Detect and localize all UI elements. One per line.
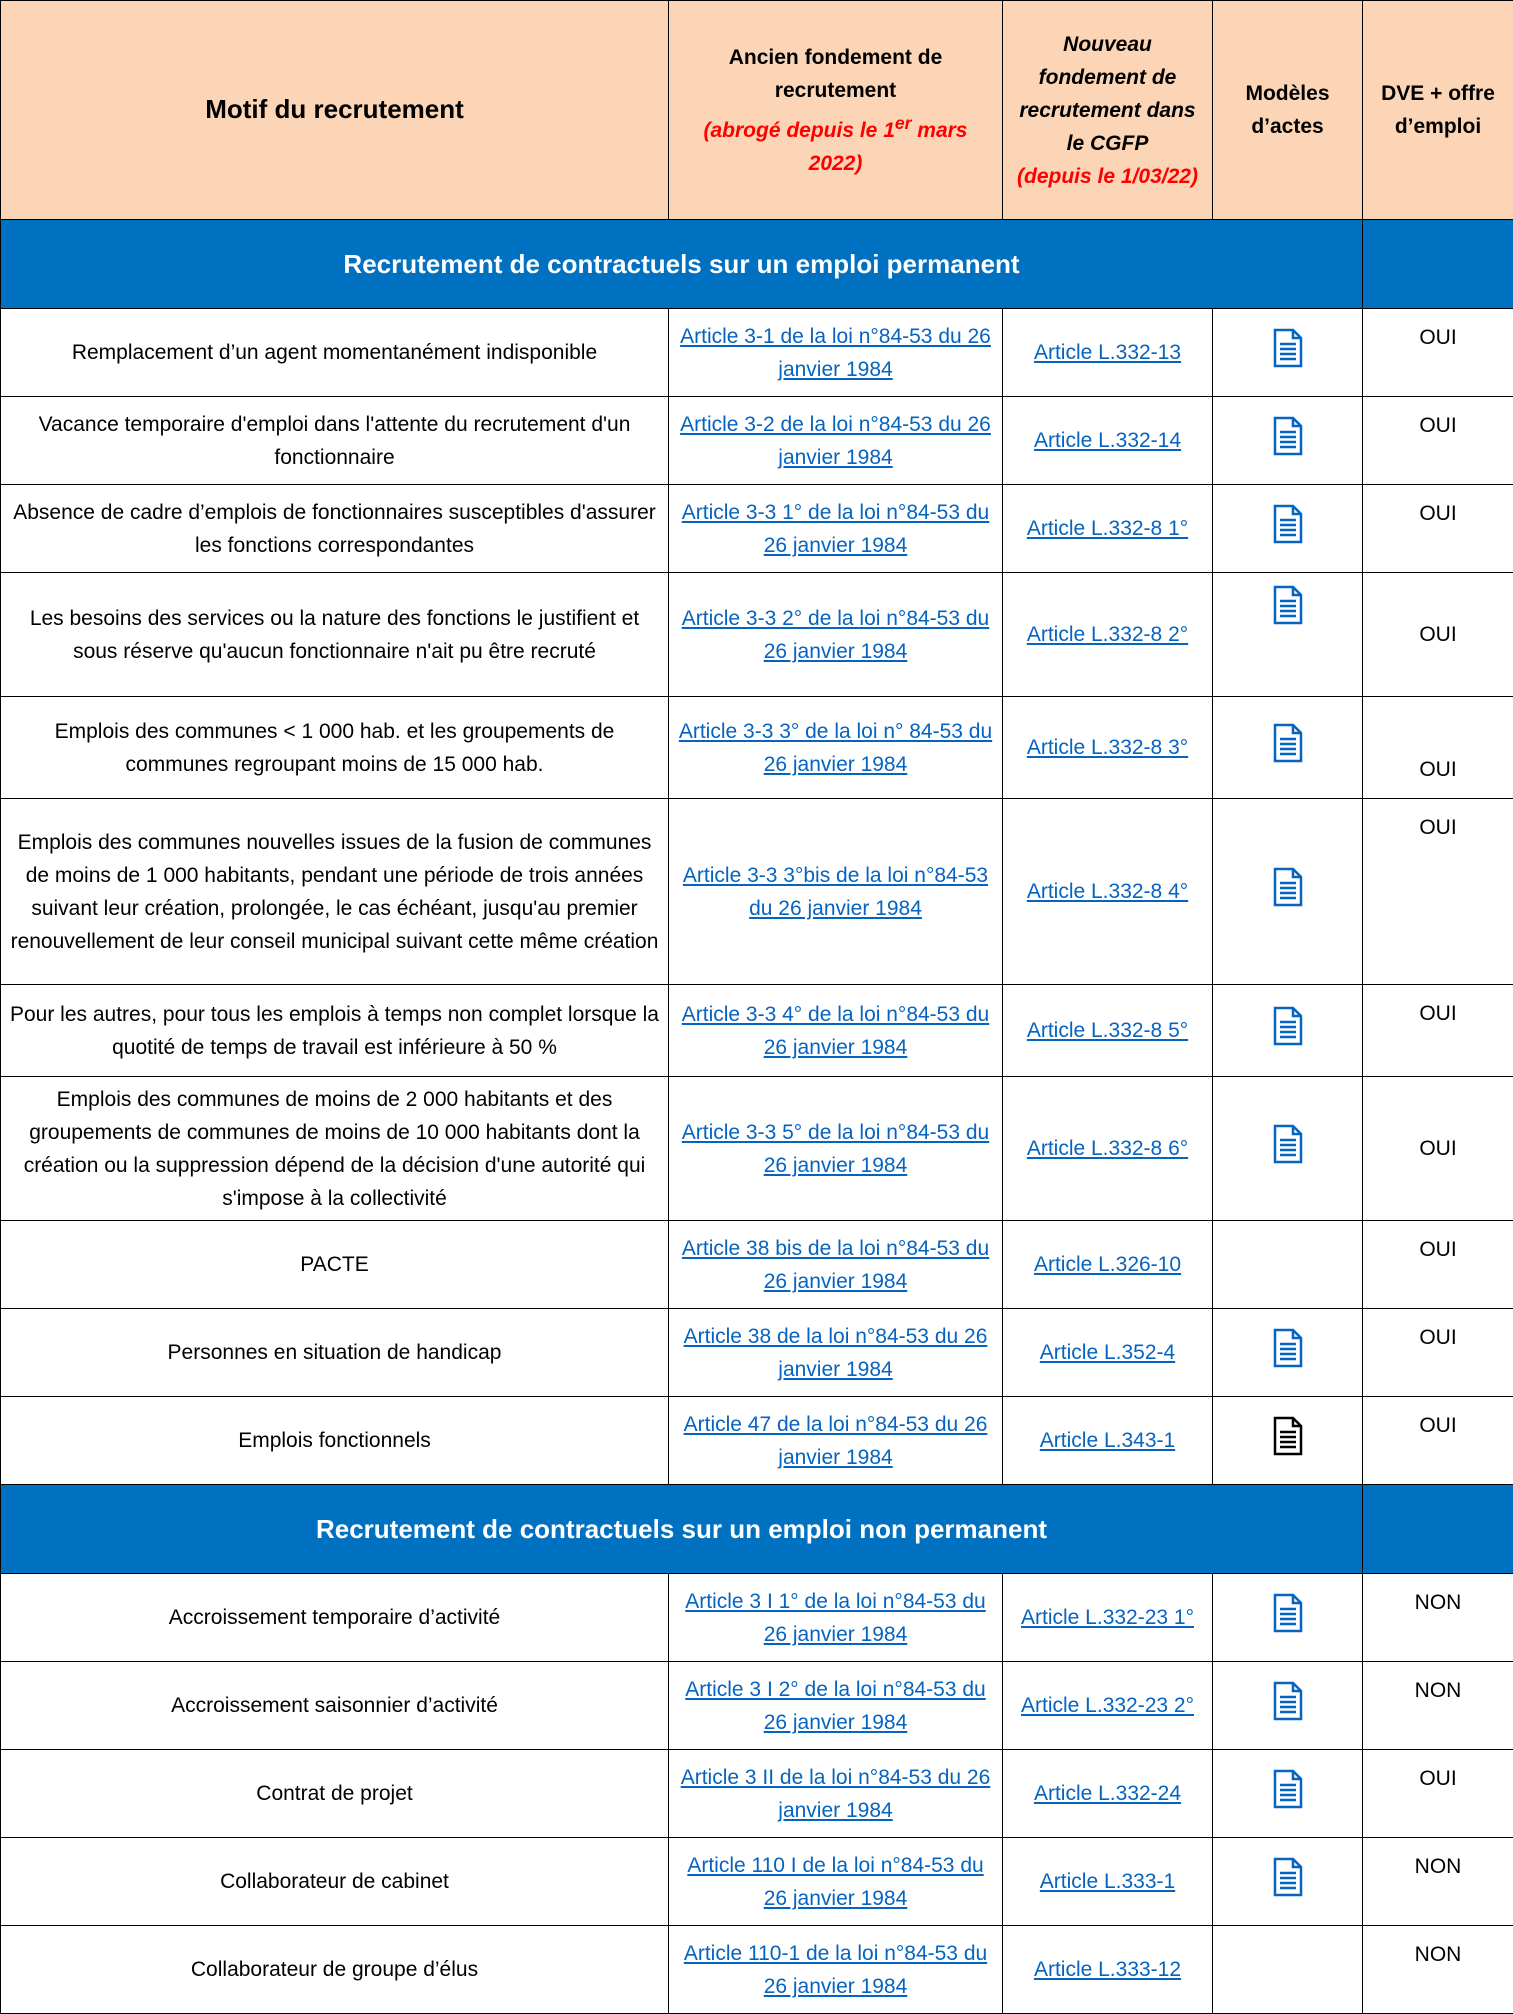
- document-icon[interactable]: [1273, 585, 1303, 625]
- motif-cell: Absence de cadre d’emplois de fonctionnaires susceptibles d'assurer les fonctions correspondantes: [1, 485, 669, 573]
- document-icon[interactable]: [1273, 1681, 1303, 1721]
- dve-cell: OUI: [1363, 485, 1513, 573]
- modeles-empty: [1213, 1221, 1363, 1309]
- motif-cell: Vacance temporaire d'emploi dans l'attente du recrutement d'un fonctionnaire: [1, 397, 669, 485]
- dve-cell: OUI: [1363, 1750, 1513, 1838]
- header-motif: Motif du recrutement: [1, 1, 669, 220]
- nouveau-link[interactable]: Article L.332-8 5°: [1027, 1019, 1188, 1042]
- dve-cell: NON: [1363, 1838, 1513, 1926]
- nouveau-link[interactable]: Article L.332-13: [1034, 341, 1181, 364]
- motif-cell: PACTE: [1, 1221, 669, 1309]
- ancien-link[interactable]: Article 3-2 de la loi n°84-53 du 26 janvier 1984: [680, 413, 991, 469]
- motif-cell: Emplois fonctionnels: [1, 1397, 669, 1485]
- header-ancien: Ancien fondement de recrutement (abrogé depuis le 1er mars 2022): [669, 1, 1003, 220]
- table-row: [1, 1397, 1513, 1485]
- dve-cell: OUI: [1363, 697, 1513, 799]
- nouveau-link[interactable]: Article L.332-8 4°: [1027, 880, 1188, 903]
- section-permanent: [1, 220, 1513, 309]
- dve-cell: NON: [1363, 1926, 1513, 2014]
- nouveau-link[interactable]: Article L.332-8 2°: [1027, 623, 1188, 646]
- document-icon[interactable]: [1273, 1769, 1303, 1809]
- ancien-link[interactable]: Article 3-3 1° de la loi n°84-53 du 26 janvier 1984: [682, 501, 989, 557]
- table-row: [1, 1077, 1513, 1221]
- document-icon[interactable]: [1273, 504, 1303, 544]
- nouveau-link[interactable]: Article L.332-8 1°: [1027, 517, 1188, 540]
- table-row: [1, 1838, 1513, 1926]
- header-ancien-abroge: (abrogé depuis le 1er mars 2022): [677, 107, 994, 180]
- ancien-link[interactable]: Article 3-1 de la loi n°84-53 du 26 janvier 1984: [680, 325, 991, 381]
- table-row: [1, 309, 1513, 397]
- ancien-link[interactable]: Article 3 II de la loi n°84-53 du 26 janvier 1984: [681, 1766, 991, 1822]
- nouveau-link[interactable]: Article L.333-12: [1034, 1958, 1181, 1981]
- document-icon[interactable]: [1273, 416, 1303, 456]
- nouveau-link[interactable]: Article L.332-14: [1034, 429, 1181, 452]
- dve-cell: OUI: [1363, 985, 1513, 1077]
- dve-cell: NON: [1363, 1662, 1513, 1750]
- document-icon[interactable]: [1273, 867, 1303, 907]
- table-row: [1, 697, 1513, 799]
- ancien-link[interactable]: Article 110 I de la loi n°84-53 du 26 janvier 1984: [687, 1854, 983, 1910]
- motif-cell: Remplacement d’un agent momentanément indisponible: [1, 309, 669, 397]
- dve-cell: OUI: [1363, 1221, 1513, 1309]
- document-icon[interactable]: [1273, 328, 1303, 368]
- section-non-permanent-title: Recrutement de contractuels sur un emploi non permanent: [1, 1485, 1363, 1574]
- table-row: [1, 1926, 1513, 2014]
- nouveau-link[interactable]: Article L.332-8 3°: [1027, 736, 1188, 759]
- table-row: [1, 1221, 1513, 1309]
- ancien-link[interactable]: Article 3-3 2° de la loi n°84-53 du 26 janvier 1984: [682, 607, 989, 663]
- table-row: [1, 1309, 1513, 1397]
- ancien-link[interactable]: Article 3 I 1° de la loi n°84-53 du 26 janvier 1984: [685, 1590, 985, 1646]
- nouveau-link[interactable]: Article L.332-24: [1034, 1782, 1181, 1805]
- motif-cell: Collaborateur de cabinet: [1, 1838, 669, 1926]
- document-icon[interactable]: [1273, 1593, 1303, 1633]
- ancien-link[interactable]: Article 3-3 5° de la loi n°84-53 du 26 janvier 1984: [682, 1121, 989, 1177]
- document-icon[interactable]: [1273, 1328, 1303, 1368]
- ancien-link[interactable]: Article 3 I 2° de la loi n°84-53 du 26 janvier 1984: [685, 1678, 985, 1734]
- section-permanent-title: Recrutement de contractuels sur un emploi permanent: [1, 220, 1363, 309]
- ancien-link[interactable]: Article 38 de la loi n°84-53 du 26 janvier 1984: [684, 1325, 988, 1381]
- motif-cell: Collaborateur de groupe d’élus: [1, 1926, 669, 2014]
- ancien-link[interactable]: Article 3-3 4° de la loi n°84-53 du 26 janvier 1984: [682, 1003, 989, 1059]
- motif-cell: Personnes en situation de handicap: [1, 1309, 669, 1397]
- motif-cell: Pour les autres, pour tous les emplois à temps non complet lorsque la quotité de temps de travail est inférieure à 50 %: [1, 985, 669, 1077]
- table-row: [1, 799, 1513, 985]
- table-row: [1, 573, 1513, 697]
- motif-cell: Emplois des communes de moins de 2 000 habitants et des groupements de communes de moins de 10 000 habitants dont la création ou la suppression dépend de la décision d'une autorité qui s'impose à la collectivité: [1, 1077, 669, 1221]
- nouveau-link[interactable]: Article L.352-4: [1040, 1341, 1175, 1364]
- nouveau-link[interactable]: Article L.332-23 1°: [1021, 1606, 1194, 1629]
- document-icon: [1273, 1416, 1303, 1456]
- dve-cell: OUI: [1363, 397, 1513, 485]
- table-row: [1, 397, 1513, 485]
- dve-cell: OUI: [1363, 309, 1513, 397]
- ancien-link[interactable]: Article 3-3 3° de la loi n° 84-53 du 26 janvier 1984: [679, 720, 992, 776]
- nouveau-link[interactable]: Article L.326-10: [1034, 1253, 1181, 1276]
- header-dve: DVE + offre d’emploi: [1363, 1, 1513, 220]
- dve-cell: OUI: [1363, 573, 1513, 697]
- table-row: [1, 985, 1513, 1077]
- table-row: [1, 1750, 1513, 1838]
- dve-cell: OUI: [1363, 1077, 1513, 1221]
- dve-cell: NON: [1363, 1574, 1513, 1662]
- document-icon[interactable]: [1273, 1124, 1303, 1164]
- header-row: [1, 1, 1513, 220]
- motif-cell: Accroissement saisonnier d’activité: [1, 1662, 669, 1750]
- table-row: [1, 1574, 1513, 1662]
- nouveau-link[interactable]: Article L.332-23 2°: [1021, 1694, 1194, 1717]
- nouveau-link[interactable]: Article L.332-8 6°: [1027, 1137, 1188, 1160]
- motif-cell: Contrat de projet: [1, 1750, 669, 1838]
- header-nouveau: Nouveau fondement de recrutement dans le CGFP (depuis le 1/03/22): [1003, 1, 1213, 220]
- motif-cell: Les besoins des services ou la nature des fonctions le justifient et sous réserve qu'aucun fonctionnaire n'ait pu être recruté: [1, 573, 669, 697]
- ancien-link[interactable]: Article 38 bis de la loi n°84-53 du 26 janvier 1984: [682, 1237, 989, 1293]
- document-icon[interactable]: [1273, 1006, 1303, 1046]
- section-non-permanent: [1, 1485, 1513, 1574]
- header-modeles: Modèles d’actes: [1213, 1, 1363, 220]
- table-row: [1, 485, 1513, 573]
- ancien-link[interactable]: Article 3-3 3°bis de la loi n°84-53 du 26 janvier 1984: [683, 864, 988, 920]
- ancien-link[interactable]: Article 47 de la loi n°84-53 du 26 janvier 1984: [684, 1413, 988, 1469]
- dve-cell: OUI: [1363, 1309, 1513, 1397]
- motif-cell: Emplois des communes < 1 000 hab. et les groupements de communes regroupant moins de 15 000 hab.: [1, 697, 669, 799]
- dve-cell: OUI: [1363, 1397, 1513, 1485]
- document-icon[interactable]: [1273, 723, 1303, 763]
- ancien-link[interactable]: Article 110-1 de la loi n°84-53 du 26 janvier 1984: [684, 1942, 987, 1998]
- dve-cell: OUI: [1363, 799, 1513, 985]
- table-row: [1, 1662, 1513, 1750]
- modeles-empty: [1213, 1926, 1363, 2014]
- motif-cell: Emplois des communes nouvelles issues de la fusion de communes de moins de 1 000 habitants, pendant une période de trois années suivant leur création, prolongée, le cas échéant, jusqu'au premier renouvellement de leur conseil municipal suivant cette même création: [1, 799, 669, 985]
- nouveau-link[interactable]: Article L.343-1: [1040, 1429, 1175, 1452]
- motif-cell: Accroissement temporaire d’activité: [1, 1574, 669, 1662]
- document-icon[interactable]: [1273, 1857, 1303, 1897]
- nouveau-link[interactable]: Article L.333-1: [1040, 1870, 1175, 1893]
